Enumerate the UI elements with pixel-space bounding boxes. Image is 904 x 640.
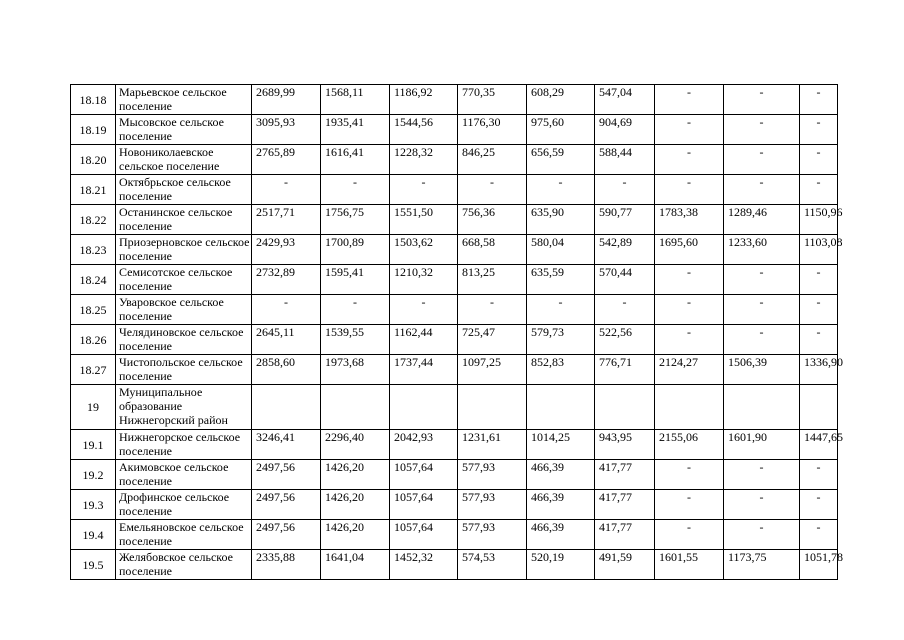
value-cell: - — [527, 295, 595, 325]
value-cell: 608,29 — [527, 85, 595, 115]
value-cell: 580,04 — [527, 235, 595, 265]
value-cell — [321, 385, 390, 430]
value-cell: 1503,62 — [390, 235, 458, 265]
value-cell: 570,44 — [595, 265, 655, 295]
table-row — [71, 355, 838, 385]
table-row — [71, 490, 838, 520]
table-row — [71, 295, 838, 325]
value-cell: 520,19 — [527, 550, 595, 580]
value-cell: 3246,41 — [252, 430, 321, 460]
value-cell: 2497,56 — [252, 520, 321, 550]
value-cell: 2765,89 — [252, 145, 321, 175]
settlement-name-cell: Мысовское сельское поселение — [116, 115, 252, 145]
tariff-table — [70, 84, 843, 580]
value-cell: 975,60 — [527, 115, 595, 145]
value-cell: 2517,71 — [252, 205, 321, 235]
settlement-name-cell: Дрофинское сельское поселение — [116, 490, 252, 520]
table-row — [71, 145, 838, 175]
value-cell: 466,39 — [527, 460, 595, 490]
row-number-cell: 19.2 — [71, 460, 116, 490]
value-cell: - — [655, 175, 724, 205]
table-row — [71, 205, 838, 235]
value-cell: 466,39 — [527, 520, 595, 550]
value-cell: 417,77 — [595, 490, 655, 520]
table-row — [71, 520, 838, 550]
value-cell: 2497,56 — [252, 460, 321, 490]
value-cell: - — [800, 325, 838, 355]
value-cell: 1051,78 — [800, 550, 838, 580]
value-cell: 2429,93 — [252, 235, 321, 265]
value-cell: 668,58 — [458, 235, 527, 265]
row-number-cell: 19.5 — [71, 550, 116, 580]
value-cell: - — [252, 175, 321, 205]
value-cell: 1783,38 — [655, 205, 724, 235]
table-row — [71, 460, 838, 490]
value-cell: 522,56 — [595, 325, 655, 355]
value-cell: 1426,20 — [321, 460, 390, 490]
value-cell: 1973,68 — [321, 355, 390, 385]
value-cell: 542,89 — [595, 235, 655, 265]
settlement-name-cell: Желябовское сельское поселение — [116, 550, 252, 580]
value-cell: 577,93 — [458, 460, 527, 490]
value-cell: 656,59 — [527, 145, 595, 175]
value-cell: 1210,32 — [390, 265, 458, 295]
table-row — [71, 265, 838, 295]
value-cell: 1601,55 — [655, 550, 724, 580]
value-cell: 1097,25 — [458, 355, 527, 385]
value-cell: - — [800, 145, 838, 175]
settlement-name-cell: Уваровское сельское поселение — [116, 295, 252, 325]
row-number-cell: 18.25 — [71, 295, 116, 325]
value-cell: 1162,44 — [390, 325, 458, 355]
value-cell: 943,95 — [595, 430, 655, 460]
value-cell: - — [655, 520, 724, 550]
row-number-cell: 19.1 — [71, 430, 116, 460]
value-cell: 417,77 — [595, 520, 655, 550]
value-cell: - — [800, 520, 838, 550]
settlement-name-cell: Марьевское сельское поселение — [116, 85, 252, 115]
value-cell: 466,39 — [527, 490, 595, 520]
value-cell: 1150,96 — [800, 205, 838, 235]
settlement-name-cell: Приозерновское сельское поселение — [116, 235, 252, 265]
value-cell: 574,53 — [458, 550, 527, 580]
value-cell: 590,77 — [595, 205, 655, 235]
settlement-name-cell: Емельяновское сельское поселение — [116, 520, 252, 550]
value-cell: 1176,30 — [458, 115, 527, 145]
value-cell: - — [800, 85, 838, 115]
value-cell: 1233,60 — [724, 235, 800, 265]
value-cell: 2296,40 — [321, 430, 390, 460]
value-cell: - — [321, 295, 390, 325]
row-number-cell: 18.26 — [71, 325, 116, 355]
value-cell: - — [800, 175, 838, 205]
value-cell: 547,04 — [595, 85, 655, 115]
value-cell: - — [724, 145, 800, 175]
value-cell: 635,59 — [527, 265, 595, 295]
value-cell: 1057,64 — [390, 520, 458, 550]
table-row — [71, 385, 838, 430]
value-cell: 2732,89 — [252, 265, 321, 295]
value-cell: 1601,90 — [724, 430, 800, 460]
value-cell: - — [458, 295, 527, 325]
value-cell — [595, 385, 655, 430]
value-cell — [252, 385, 321, 430]
table-row — [71, 550, 838, 580]
value-cell: - — [724, 115, 800, 145]
value-cell: 1336,90 — [800, 355, 838, 385]
row-number-cell: 18.27 — [71, 355, 116, 385]
value-cell: 417,77 — [595, 460, 655, 490]
value-cell: 1544,56 — [390, 115, 458, 145]
value-cell: 770,35 — [458, 85, 527, 115]
value-cell: 579,73 — [527, 325, 595, 355]
value-cell: 1103,08 — [800, 235, 838, 265]
value-cell: 1756,75 — [321, 205, 390, 235]
row-number-cell: 18.23 — [71, 235, 116, 265]
table-row — [71, 235, 838, 265]
value-cell: 1568,11 — [321, 85, 390, 115]
value-cell: - — [390, 295, 458, 325]
row-number-cell: 18.18 — [71, 85, 116, 115]
value-cell: 1014,25 — [527, 430, 595, 460]
value-cell: 2645,11 — [252, 325, 321, 355]
value-cell: 1935,41 — [321, 115, 390, 145]
value-cell: 2042,93 — [390, 430, 458, 460]
table-row — [71, 430, 838, 460]
value-cell: - — [655, 490, 724, 520]
value-cell: 1186,92 — [390, 85, 458, 115]
value-cell: 1173,75 — [724, 550, 800, 580]
value-cell: 904,69 — [595, 115, 655, 145]
value-cell: 2155,06 — [655, 430, 724, 460]
value-cell: - — [724, 520, 800, 550]
value-cell: - — [724, 85, 800, 115]
value-cell: 1057,64 — [390, 460, 458, 490]
value-cell: 756,36 — [458, 205, 527, 235]
value-cell: - — [655, 325, 724, 355]
value-cell: 577,93 — [458, 520, 527, 550]
value-cell: 3095,93 — [252, 115, 321, 145]
value-cell — [800, 385, 838, 430]
value-cell: 588,44 — [595, 145, 655, 175]
value-cell: 1447,65 — [800, 430, 838, 460]
value-cell: 1695,60 — [655, 235, 724, 265]
value-cell: 725,47 — [458, 325, 527, 355]
value-cell — [458, 385, 527, 430]
value-cell: - — [655, 295, 724, 325]
row-number-cell: 18.20 — [71, 145, 116, 175]
value-cell: 1616,41 — [321, 145, 390, 175]
value-cell: - — [800, 115, 838, 145]
value-cell: 491,59 — [595, 550, 655, 580]
value-cell: - — [252, 295, 321, 325]
value-cell: - — [800, 490, 838, 520]
settlement-name-cell: Акимовское сельское поселение — [116, 460, 252, 490]
value-cell: - — [800, 265, 838, 295]
row-number-cell: 18.21 — [71, 175, 116, 205]
settlement-name-cell: Муниципальное образование Нижнегорский район — [116, 385, 252, 430]
value-cell: - — [724, 325, 800, 355]
value-cell: 1289,46 — [724, 205, 800, 235]
table-body — [71, 85, 843, 580]
value-cell: - — [321, 175, 390, 205]
value-cell — [527, 385, 595, 430]
value-cell: - — [655, 115, 724, 145]
value-cell — [390, 385, 458, 430]
value-cell: - — [724, 265, 800, 295]
value-cell: 813,25 — [458, 265, 527, 295]
table-row — [71, 175, 838, 205]
value-cell: 1641,04 — [321, 550, 390, 580]
value-cell: - — [724, 490, 800, 520]
value-cell: 1737,44 — [390, 355, 458, 385]
row-number-cell: 18.19 — [71, 115, 116, 145]
value-cell: - — [595, 295, 655, 325]
value-cell: - — [724, 295, 800, 325]
value-cell: 1506,39 — [724, 355, 800, 385]
value-cell: 1539,55 — [321, 325, 390, 355]
row-number-cell: 19.4 — [71, 520, 116, 550]
value-cell: - — [655, 85, 724, 115]
settlement-name-cell: Челядиновское сельское поселение — [116, 325, 252, 355]
value-cell: - — [724, 460, 800, 490]
value-cell: - — [390, 175, 458, 205]
settlement-name-cell: Чистопольское сельское поселение — [116, 355, 252, 385]
settlement-name-cell: Останинское сельское поселение — [116, 205, 252, 235]
value-cell: - — [655, 145, 724, 175]
row-number-cell: 18.24 — [71, 265, 116, 295]
value-cell: - — [800, 460, 838, 490]
value-cell — [655, 385, 724, 430]
value-cell: 635,90 — [527, 205, 595, 235]
value-cell: 1452,32 — [390, 550, 458, 580]
value-cell: 1057,64 — [390, 490, 458, 520]
value-cell: 776,71 — [595, 355, 655, 385]
row-number-cell: 18.22 — [71, 205, 116, 235]
table-row — [71, 325, 838, 355]
value-cell: - — [527, 175, 595, 205]
row-number-cell: 19 — [71, 385, 116, 430]
value-cell: - — [595, 175, 655, 205]
table-row — [71, 115, 838, 145]
value-cell: - — [655, 460, 724, 490]
value-cell: 1228,32 — [390, 145, 458, 175]
value-cell: - — [724, 175, 800, 205]
value-cell: - — [800, 295, 838, 325]
value-cell: 1700,89 — [321, 235, 390, 265]
value-cell: 577,93 — [458, 490, 527, 520]
value-cell: 1595,41 — [321, 265, 390, 295]
value-cell: 2858,60 — [252, 355, 321, 385]
value-cell: 852,83 — [527, 355, 595, 385]
settlement-name-cell: Новониколаевское сельское поселение — [116, 145, 252, 175]
table-row — [71, 85, 838, 115]
settlement-name-cell: Октябрьское сельское поселение — [116, 175, 252, 205]
value-cell: - — [458, 175, 527, 205]
value-cell — [724, 385, 800, 430]
settlement-name-cell: Семисотское сельское поселение — [116, 265, 252, 295]
value-cell: 846,25 — [458, 145, 527, 175]
value-cell: 1231,61 — [458, 430, 527, 460]
settlement-name-cell: Нижнегорское сельское поселение — [116, 430, 252, 460]
value-cell: - — [655, 265, 724, 295]
value-cell: 1426,20 — [321, 490, 390, 520]
value-cell: 1426,20 — [321, 520, 390, 550]
value-cell: 2497,56 — [252, 490, 321, 520]
value-cell: 2335,88 — [252, 550, 321, 580]
value-cell: 2689,99 — [252, 85, 321, 115]
value-cell: 1551,50 — [390, 205, 458, 235]
row-number-cell: 19.3 — [71, 490, 116, 520]
value-cell: 2124,27 — [655, 355, 724, 385]
